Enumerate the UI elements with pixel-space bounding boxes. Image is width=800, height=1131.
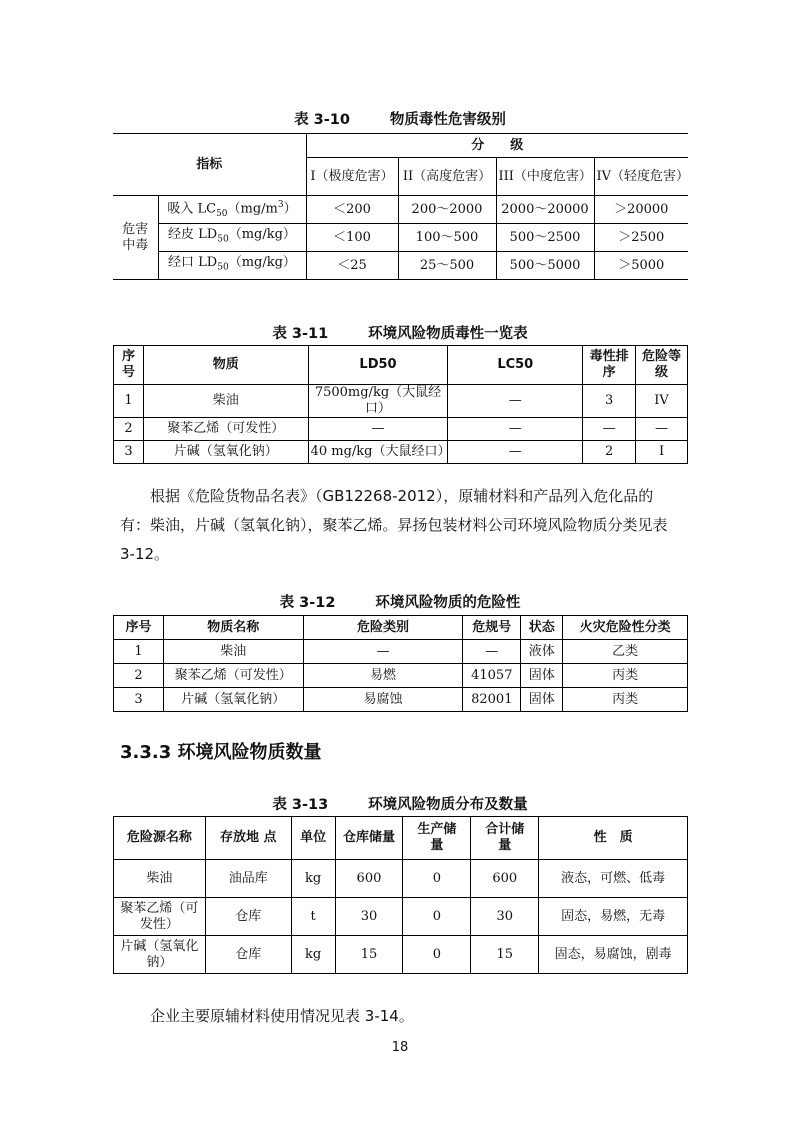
table-row [114, 688, 688, 712]
cell: — [636, 418, 688, 441]
cell: 片碱（氢氧化钠） [163, 688, 303, 712]
cell: 0 [403, 898, 471, 936]
cell: 易燃 [303, 664, 463, 688]
cell: 丙类 [563, 688, 688, 712]
header-cell: 序号 [114, 346, 144, 385]
cell: 40 mg/kg（大鼠经口） [308, 441, 448, 464]
cell: 聚苯乙烯（可发性） [114, 898, 206, 936]
table-3-13-caption [0, 793, 800, 814]
cell: 液态，可燃、低毒 [539, 860, 688, 898]
table-row [114, 860, 688, 898]
indicator-cell: 经皮 $LD_{50}(mg/kg)$ [158, 224, 306, 252]
cell: 0 [403, 936, 471, 974]
value-cell: ＜100 [306, 224, 398, 252]
cell: 固体 [521, 664, 563, 688]
value-cell: ＜200 [306, 196, 398, 224]
caption-title: 环境风险物质的危险性 [375, 595, 521, 611]
header-row [114, 817, 688, 860]
body-paragraph: 根据《危险货物品名表》（GB12268-2012），原辅材料和产品列入危化品的有：柴油，片碱（氢氧化钠），聚苯乙烯。昇扬包装材料公司环境风险物质分类见表 3-12。 [120, 487, 668, 563]
table-row [114, 640, 688, 664]
cell: 油品库 [205, 860, 291, 898]
header-grade: 分 级 [306, 134, 688, 158]
indicator-cell: 吸入 $LC_{50}(mg/m^3)$ [158, 196, 306, 224]
level-header: I（极度危害） [306, 158, 398, 196]
table-3-12-caption [0, 591, 800, 612]
distribution-table [113, 816, 688, 974]
table-row [113, 224, 688, 252]
cell: 7500mg/kg（大鼠经口） [308, 385, 448, 418]
cell: I [636, 441, 688, 464]
value-cell: ＜25 [306, 252, 398, 280]
cell: 3 [114, 688, 164, 712]
page-number: 18 [391, 1040, 409, 1055]
cell: 2 [114, 418, 144, 441]
cell: — [448, 418, 583, 441]
caption-number: 表 3-11 [272, 326, 329, 342]
level-header: IV（轻度危害） [594, 158, 688, 196]
value-cell: ＞5000 [594, 252, 688, 280]
header-cell: 合计储量 [471, 817, 539, 860]
cell: 15 [335, 936, 403, 974]
table-3-10-caption [0, 108, 800, 129]
cell: 乙类 [563, 640, 688, 664]
header-cell: 危规号 [463, 616, 521, 640]
cell: 柴油 [143, 385, 308, 418]
cell: 固体 [521, 688, 563, 712]
cell: 聚苯乙烯（可发性） [143, 418, 308, 441]
level-header: II（高度危害） [398, 158, 496, 196]
body-paragraph: 企业主要原辅材料使用情况见表 3-14。 [150, 1007, 414, 1025]
cell: 片碱（氢氧化钠） [143, 441, 308, 464]
header-indicator: 指标 [113, 134, 306, 196]
header-cell: 危险等级 [636, 346, 688, 385]
caption-number: 表 3-13 [272, 797, 329, 813]
header-cell: 物质名称 [163, 616, 303, 640]
cell: 易腐蚀 [303, 688, 463, 712]
cell: 41057 [463, 664, 521, 688]
header-cell: 存放地 点 [205, 817, 291, 860]
table-3-11-caption [0, 322, 800, 343]
cell: 仓库 [205, 936, 291, 974]
header-cell: 状态 [521, 616, 563, 640]
caption-title: 环境风险物质毒性一览表 [368, 326, 528, 342]
caption-number: 表 3-12 [279, 595, 336, 611]
value-cell: 500～2500 [496, 224, 594, 252]
table-row [114, 898, 688, 936]
section-heading: 3.3.3 环境风险物质数量 [120, 742, 322, 763]
header-cell: 火灾危险性分类 [563, 616, 688, 640]
header-cell: 性 质 [539, 817, 688, 860]
table-row [114, 385, 688, 418]
hazard-table [113, 615, 688, 712]
table-row [113, 252, 688, 280]
cell: — [463, 640, 521, 664]
cell: 1 [114, 385, 144, 418]
cell: — [308, 418, 448, 441]
table-row [114, 936, 688, 974]
cell: 15 [471, 936, 539, 974]
cell: 30 [471, 898, 539, 936]
table-row [113, 196, 688, 224]
cell: t [291, 898, 335, 936]
cell: kg [291, 936, 335, 974]
header-cell: 仓库储量 [335, 817, 403, 860]
cell: 片碱（氢氧化钠） [114, 936, 206, 974]
cell: 柴油 [114, 860, 206, 898]
cell: 仓库 [205, 898, 291, 936]
header-cell: LC50 [448, 346, 583, 385]
value-cell: 2000～20000 [496, 196, 594, 224]
caption-title: 环境风险物质分布及数量 [368, 797, 528, 813]
cell: IV [636, 385, 688, 418]
value-cell: 200～2000 [398, 196, 496, 224]
table-row [114, 441, 688, 464]
header-cell: 序号 [114, 616, 164, 640]
cell: 30 [335, 898, 403, 936]
cell: 固态，易燃，无毒 [539, 898, 688, 936]
cell: 固态，易腐蚀，剧毒 [539, 936, 688, 974]
cell: 2 [583, 441, 636, 464]
cell: 82001 [463, 688, 521, 712]
header-cell: 毒性排序 [583, 346, 636, 385]
cell: 600 [471, 860, 539, 898]
cell: — [303, 640, 463, 664]
cell: 0 [403, 860, 471, 898]
value-cell: ＞20000 [594, 196, 688, 224]
value-cell: 500～5000 [496, 252, 594, 280]
caption-title: 物质毒性危害级别 [389, 112, 506, 128]
cell: 聚苯乙烯（可发性） [163, 664, 303, 688]
header-cell: 危险类别 [303, 616, 463, 640]
toxicity-grade-table [113, 133, 688, 280]
cell: — [448, 385, 583, 418]
caption-number: 表 3-10 [294, 112, 350, 128]
header-cell: 物质 [143, 346, 308, 385]
table-row [114, 418, 688, 441]
cell: 液体 [521, 640, 563, 664]
header-cell: 生产储量 [403, 817, 471, 860]
value-cell: 25～500 [398, 252, 496, 280]
header-row [114, 346, 688, 385]
header-cell: 危险源名称 [114, 817, 206, 860]
level-header: III（中度危害） [496, 158, 594, 196]
toxicity-list-table [113, 345, 688, 464]
cell: 3 [583, 385, 636, 418]
value-cell: ＞2500 [594, 224, 688, 252]
header-cell: 单位 [291, 817, 335, 860]
cell: 1 [114, 640, 164, 664]
value-cell: 100～500 [398, 224, 496, 252]
indicator-cell: 经口 $LD_{50}(mg/kg)$ [158, 252, 306, 280]
cell: 3 [114, 441, 144, 464]
group-label: 危害中毒 [122, 221, 149, 253]
cell: — [583, 418, 636, 441]
cell: 柴油 [163, 640, 303, 664]
cell: — [448, 441, 583, 464]
header-cell: LD50 [308, 346, 448, 385]
header-row [114, 616, 688, 640]
cell: 2 [114, 664, 164, 688]
cell: 丙类 [563, 664, 688, 688]
cell: 600 [335, 860, 403, 898]
table-row [114, 664, 688, 688]
cell: kg [291, 860, 335, 898]
